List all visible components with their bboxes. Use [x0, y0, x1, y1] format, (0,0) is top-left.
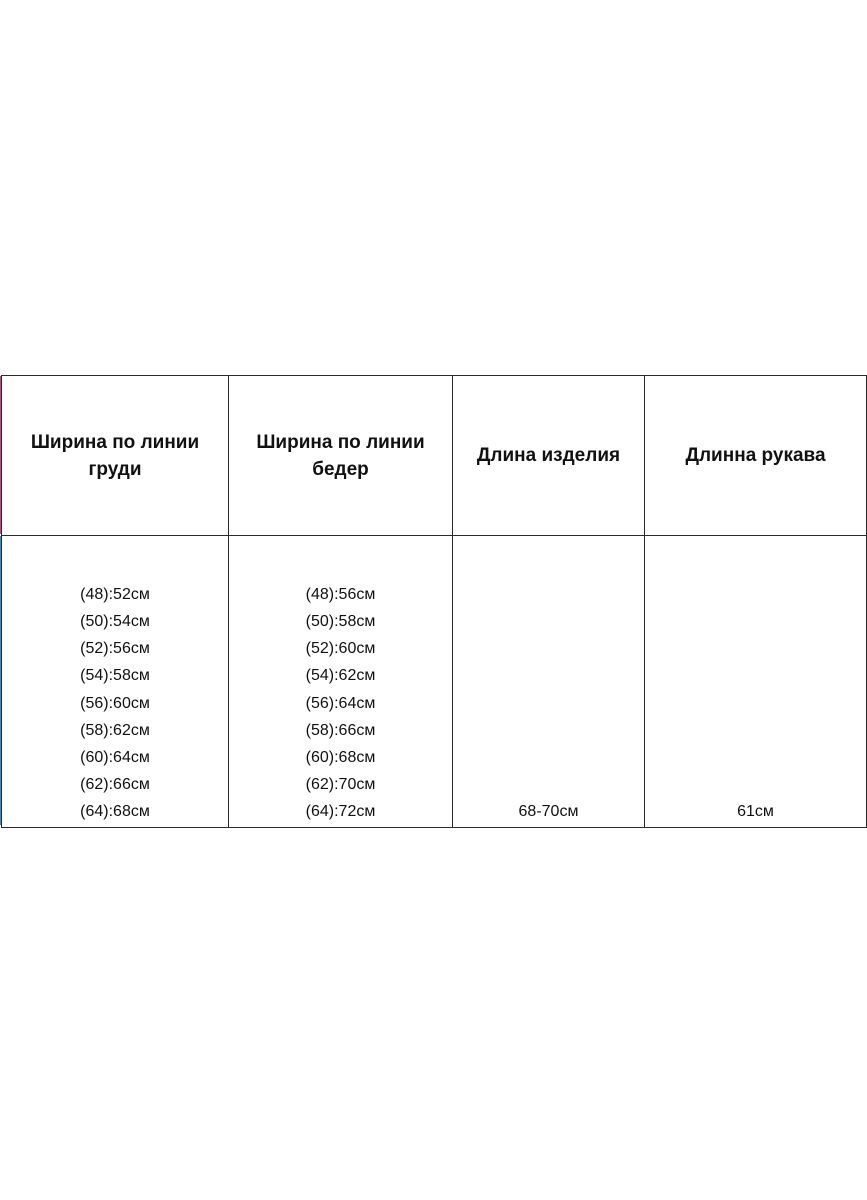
chest-item: (50):54см	[80, 613, 150, 631]
chest-item: (52):56см	[80, 640, 150, 658]
length-value: 68-70см	[518, 802, 579, 820]
hip-item: (64):72см	[305, 802, 376, 820]
hip-item: (56):64см	[305, 694, 376, 712]
chest-list	[80, 581, 150, 825]
header-row	[2, 376, 867, 536]
hip-item: (52):60см	[305, 640, 376, 658]
hip-item: (60):68см	[305, 748, 376, 766]
cell-length-value	[453, 536, 645, 828]
size-table	[1, 375, 867, 828]
cell-sleeve-value	[645, 536, 867, 828]
hip-item: (54):62см	[305, 667, 376, 685]
chest-item: (48):52см	[80, 586, 150, 604]
header-garment-length: Длина изделия	[453, 376, 645, 536]
cell-chest-values	[2, 536, 229, 828]
hip-item: (62):70см	[305, 775, 376, 793]
header-sleeve-length: Длинна рукава	[645, 376, 867, 536]
hip-item: (58):66см	[305, 721, 376, 739]
hip-item: (50):58см	[305, 613, 376, 631]
chest-item: (62):66см	[80, 775, 150, 793]
hip-list	[306, 581, 376, 825]
hip-item: (48):56см	[305, 586, 376, 604]
values-row	[2, 536, 867, 828]
chest-item: (56):60см	[80, 694, 150, 712]
header-chest-width: Ширина по линии груди	[2, 376, 229, 536]
chest-item: (58):62см	[80, 721, 150, 739]
cell-hip-values	[229, 536, 453, 828]
sleeve-value: 61см	[737, 802, 774, 820]
chest-item: (60):64см	[80, 748, 150, 766]
chest-item: (64):68см	[80, 802, 150, 820]
chest-item: (54):58см	[80, 667, 150, 685]
header-hip-width: Ширина по линии бедер	[229, 376, 453, 536]
